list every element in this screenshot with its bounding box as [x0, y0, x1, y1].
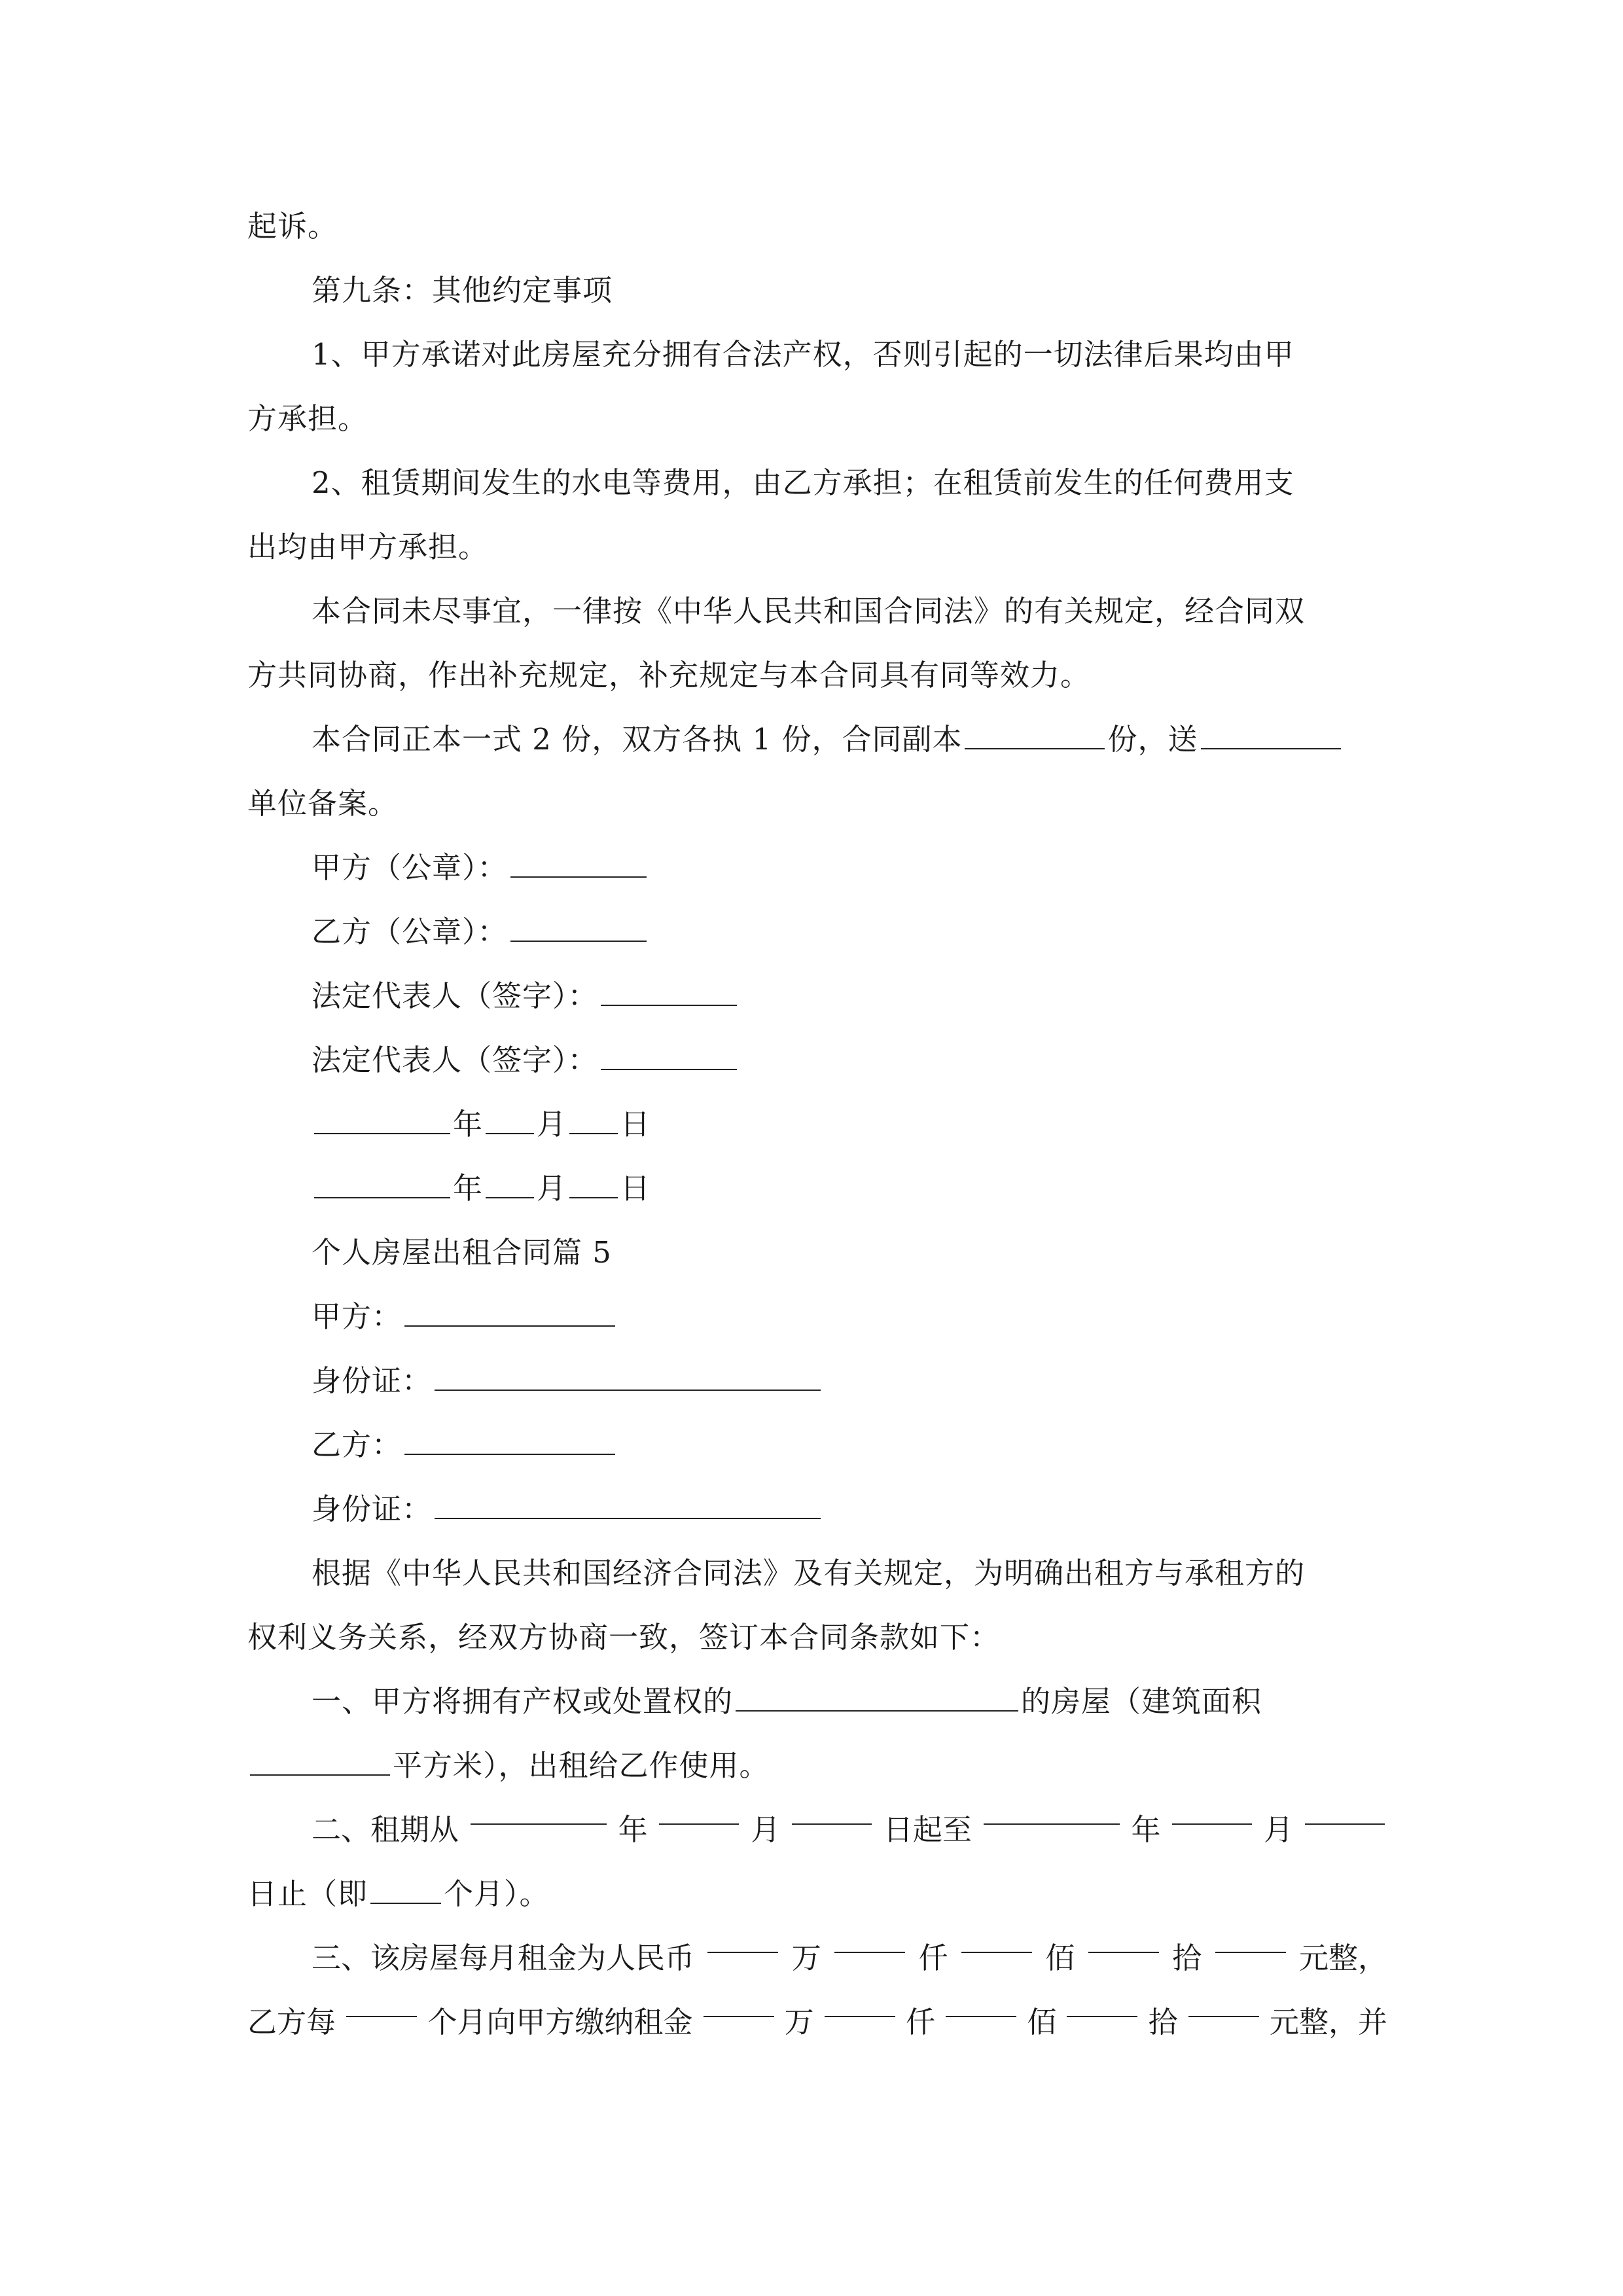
party-a-line: [312, 1285, 1387, 1348]
party-b-label: 乙方：: [312, 1427, 402, 1462]
end-year-label: 年: [1131, 1812, 1161, 1847]
text-line: 2、租赁期间发生的水电等费用，由乙方承担；在租赁前发生的任何费用支: [312, 465, 1294, 500]
payment-wan-field[interactable]: [704, 1991, 774, 2017]
party-a-seal-field[interactable]: [510, 852, 647, 878]
date-year-field[interactable]: [314, 1108, 450, 1134]
clause-3-line: [312, 1927, 1387, 1990]
legal-rep-b-line: [312, 1029, 1387, 1092]
rent-shi-label: 拾: [1172, 1941, 1202, 1975]
party-b-seal-label: 乙方（公章）：: [312, 914, 508, 949]
text-line: 权利义务关系，经双方协商一致，签订本合同条款如下：: [247, 1620, 1001, 1655]
payment-interval-field[interactable]: [346, 1991, 417, 2017]
payment-bai-label: 佰: [1027, 2005, 1057, 2039]
party-a-seal-label: 甲方（公章）：: [312, 850, 508, 885]
party-b-field[interactable]: [404, 1429, 615, 1455]
party-b-id-field[interactable]: [435, 1493, 821, 1519]
date-day-label: 日: [620, 1107, 651, 1141]
legal-rep-b-label: 法定代表人（签字）：: [312, 1043, 598, 1077]
payment-shi-label: 拾: [1148, 2005, 1178, 2039]
payment-wan-label: 万: [784, 2005, 814, 2039]
rent-yuan-field[interactable]: [1215, 1927, 1286, 1953]
start-day-label: 日起至: [883, 1812, 972, 1847]
clause-1-text: 一、甲方将拥有产权或处置权的: [312, 1684, 734, 1719]
party-a-id-label: 身份证：: [312, 1363, 433, 1398]
date-line-a: [312, 1093, 1387, 1156]
start-day-field[interactable]: [792, 1799, 872, 1825]
date-month-label: 月: [537, 1107, 567, 1141]
clause-2-text: 二、租期从: [312, 1812, 459, 1847]
end-day-field[interactable]: [1305, 1799, 1385, 1825]
date-year-field[interactable]: [314, 1172, 450, 1198]
text-line: 单位备案。: [247, 786, 399, 821]
text-line: 1、甲方承诺对此房屋充分拥有合法产权，否则引起的一切法律后果均由甲: [312, 337, 1294, 372]
clause-2-line-2: [247, 1863, 1387, 1926]
property-location-field[interactable]: [736, 1685, 1018, 1712]
date-year-label: 年: [453, 1107, 484, 1141]
lease-months-field[interactable]: [370, 1878, 441, 1904]
date-year-label: 年: [453, 1171, 484, 1206]
legal-rep-b-field[interactable]: [601, 1044, 737, 1070]
clause-1-line: [312, 1670, 1387, 1733]
payment-bai-field[interactable]: [946, 1991, 1016, 2017]
rent-wan-label: 万: [791, 1941, 821, 1975]
party-a-id-line: [312, 1350, 1387, 1412]
date-day-field[interactable]: [569, 1108, 618, 1134]
party-a-id-field[interactable]: [435, 1365, 821, 1391]
date-month-label: 月: [537, 1171, 567, 1206]
copies-count-field[interactable]: [965, 723, 1105, 749]
contract-title: 个人房屋出租合同篇 5: [312, 1235, 612, 1270]
clause-2-text-3: 个月）。: [444, 1876, 550, 1911]
legal-rep-a-line: [312, 965, 1387, 1028]
end-year-field[interactable]: [984, 1799, 1120, 1825]
start-year-label: 年: [618, 1812, 648, 1847]
copies-text: 本合同正本一式 2 份，双方各执 1 份，合同副本: [312, 722, 963, 757]
clause-2-text-2: 日止（即: [247, 1876, 368, 1911]
legal-rep-a-field[interactable]: [601, 980, 737, 1006]
clause-3-text-2: 乙方每: [247, 2005, 336, 2039]
filing-unit-field[interactable]: [1201, 723, 1341, 749]
payment-shi-field[interactable]: [1067, 1991, 1137, 2017]
clause-3-text-3: 个月向甲方缴纳租金: [427, 2005, 693, 2039]
payment-yuan-field[interactable]: [1188, 1991, 1259, 2017]
text-line: 根据《中华人民共和国经济合同法》及有关规定，为明确出租方与承租方的: [312, 1556, 1306, 1590]
clause-1-text-2: 的房屋（建筑面积: [1021, 1684, 1262, 1719]
party-a-field[interactable]: [404, 1300, 615, 1327]
party-b-id-line: [312, 1478, 1387, 1541]
rent-yuan-label: 元整，: [1298, 1941, 1387, 1975]
party-b-seal-field[interactable]: [510, 916, 647, 942]
date-day-field[interactable]: [569, 1172, 618, 1198]
text-line: 出均由甲方承担。: [247, 529, 489, 564]
text-line: 方共同协商，作出补充规定，补充规定与本合同具有同等效力。: [247, 658, 1091, 692]
date-month-field[interactable]: [486, 1108, 534, 1134]
rent-bai-label: 佰: [1045, 1941, 1075, 1975]
date-month-field[interactable]: [486, 1172, 534, 1198]
rent-shi-field[interactable]: [1088, 1927, 1159, 1953]
end-month-label: 月: [1264, 1812, 1294, 1847]
start-month-field[interactable]: [659, 1799, 739, 1825]
floor-area-field[interactable]: [250, 1749, 390, 1776]
text-line: 起诉。: [247, 209, 338, 243]
rent-qian-field[interactable]: [834, 1927, 905, 1953]
article-heading: 第九条：其他约定事项: [312, 273, 613, 308]
rent-bai-field[interactable]: [961, 1927, 1032, 1953]
clause-3-text: 三、该房屋每月租金为人民币: [312, 1941, 695, 1975]
copies-line: [312, 708, 1387, 771]
party-b-id-label: 身份证：: [312, 1492, 433, 1526]
date-line-b: [312, 1157, 1387, 1220]
copies-text-2: 份，送: [1107, 722, 1198, 757]
party-b-line: [312, 1414, 1387, 1477]
end-month-field[interactable]: [1172, 1799, 1252, 1825]
payment-qian-label: 仟: [905, 2005, 935, 2039]
payment-qian-field[interactable]: [825, 1991, 895, 2017]
legal-rep-a-label: 法定代表人（签字）：: [312, 978, 598, 1013]
party-a-label: 甲方：: [312, 1299, 402, 1334]
text-line: 本合同未尽事宜，一律按《中华人民共和国合同法》的有关规定，经合同双: [312, 594, 1306, 628]
clause-1-line-2: [247, 1734, 1387, 1797]
rent-qian-label: 仟: [918, 1941, 948, 1975]
clause-3-line-2: [247, 1991, 1387, 2054]
start-month-label: 月: [751, 1812, 781, 1847]
clause-2-line: [312, 1799, 1387, 1861]
rent-wan-field[interactable]: [707, 1927, 778, 1953]
date-day-label: 日: [620, 1171, 651, 1206]
start-year-field[interactable]: [471, 1799, 607, 1825]
clause-3-text-4: 元整，并: [1269, 2005, 1387, 2039]
clause-1-text-3: 平方米），出租给乙作使用。: [393, 1748, 770, 1783]
text-line: 方承担。: [247, 401, 368, 436]
party-b-seal-line: [312, 901, 1387, 963]
party-a-seal-line: [312, 836, 1387, 899]
